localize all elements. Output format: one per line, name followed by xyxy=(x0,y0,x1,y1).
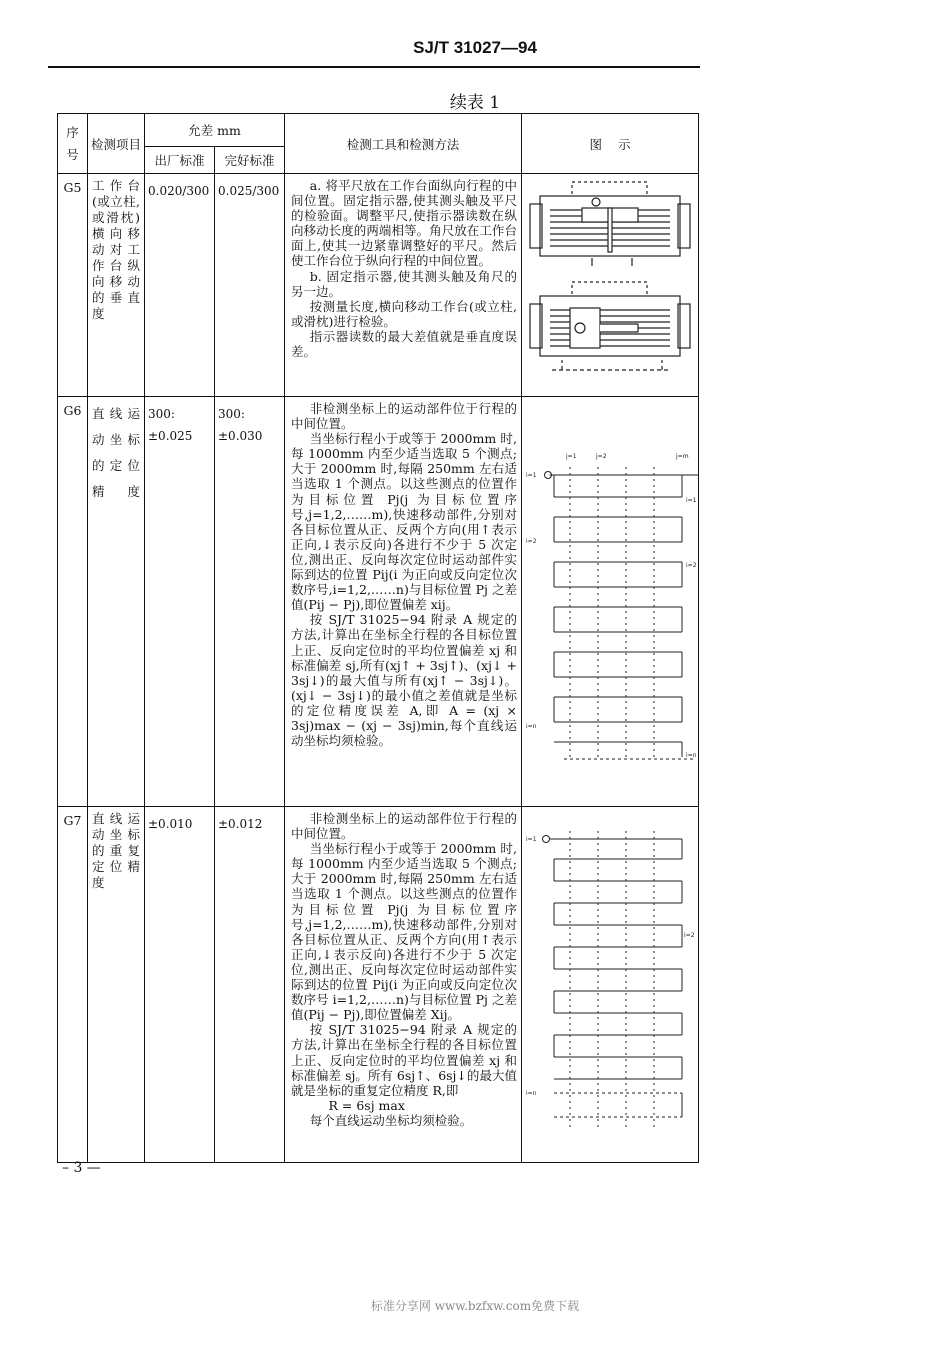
method-paragraph: 非检测坐标上的运动部件位于行程的中间位置。 xyxy=(291,811,517,842)
row-figure xyxy=(522,174,699,397)
row-seq: G6 xyxy=(58,397,88,807)
header-figure: 图 示 xyxy=(522,114,699,174)
label-i1: i=1 xyxy=(526,836,537,843)
inspection-table xyxy=(57,113,699,1163)
method-paragraph: 指示器读数的最大差值就是垂直度误差。 xyxy=(291,328,517,360)
method-paragraph: b. 固定指示器,使其测头触及角尺的另一边。 xyxy=(291,268,517,299)
table-row xyxy=(58,397,699,807)
tolerance-range: 300: xyxy=(218,407,245,421)
tolerance-value: ±0.025 xyxy=(148,429,193,443)
svg-text:i=1: i=1 xyxy=(686,497,697,504)
header-tolerance: 允差 mm xyxy=(145,114,285,147)
label-i2: i=2 xyxy=(684,932,695,939)
method-paragraph: 非检测坐标上的运动部件位于行程的中间位置。 xyxy=(291,401,517,432)
row-factory-tolerance xyxy=(145,397,215,807)
header-seq: 序号 xyxy=(58,114,88,174)
row-seq: G7 xyxy=(58,807,88,1163)
label-in: i=n xyxy=(526,723,537,730)
page-number: – 3 — xyxy=(62,1160,101,1176)
method-paragraph: 按 SJ/T 31025−94 附录 A 规定的方法,计算出在坐标全行程的各目标位置上正、反向定位时的平均位置偏差 xj 和标准偏差 sj。所有 6sj↑、6sj↓的最大值就是坐标的重复定位精度 R,即 xyxy=(291,1022,517,1098)
row-figure xyxy=(522,807,699,1163)
header-rule xyxy=(48,66,700,68)
row-factory-tolerance: 0.020/300 xyxy=(145,174,215,397)
row-item: 直线运动坐标的重复定位精度 xyxy=(88,807,145,1163)
row-method xyxy=(285,397,522,807)
label-jm: j=m xyxy=(676,453,689,460)
tolerance-range: 300: xyxy=(148,407,175,421)
method-paragraph: 按 SJ/T 31025−94 附录 A 规定的方法,计算出在坐标全行程的各目标位置上正、反向定位时的平均位置偏差 xj 和标准偏差 sj,所有(xj↑ + 3sj↑)、(xj↓ + 3sj↓)的最大值与所有(xj↑ − 3sj↓)。(xj↓ − 3sj↓)的最小值之差值就是坐标的定位精度误差 A,即 A = (xj × 3sj)max − (xj − 3sj)min,每个直线运动坐标均须检验。 xyxy=(291,612,517,749)
table-caption: 续表 1 xyxy=(449,93,501,113)
row-item: 工作台(或立柱,或滑枕)横向移动对工作台纵向移动的垂直度 xyxy=(88,174,145,397)
row-factory-tolerance: ±0.010 xyxy=(145,807,215,1163)
method-paragraph: a. 将平尺放在工作台面纵向行程的中间位置。固定指示器,使其测头触及平尺的检验面。调整平尺,使指示器读数在纵向移动长度的两端相等。角尺放在工作台面上,使其一边紧靠调整好的平尺。然后使工作台位于纵向行程的中间位置。 xyxy=(291,178,517,269)
header-good: 完好标准 xyxy=(215,147,285,174)
label-j1: j=1 xyxy=(566,453,577,460)
row-method xyxy=(285,807,522,1163)
label-i2: i=2 xyxy=(526,538,537,545)
method-paragraph: 当坐标行程小于或等于 2000mm 时,每 1000mm 内至少适当选取 5 个测点;大于 2000mm 时,每隔 250mm 左右适当选取 1 个测点。以这些测点的位置作为目标位置 Pj(j 为目标位置序号,j=1,2,……m),快速移动部件,分别对各目标位置从正、反两个方向(用↑表示正向,↓表示反向)各进行不少于 5 次定位,测出正、反向每次定位时运动部件实际到达的位置 Pij(i 为正向或反向定位次数序号 i=1,2,……n)与目标位置 Pj 之差值(Pij − Pj),即位置偏差 Xij。 xyxy=(291,841,517,1023)
method-paragraph: R = 6sj max xyxy=(328,1097,405,1113)
standard-code: SJ/T 31027—94 xyxy=(413,38,537,57)
row-method xyxy=(285,174,522,397)
label-in: i=n xyxy=(526,1090,537,1097)
header-factory: 出厂标准 xyxy=(145,147,215,174)
squareness-figure xyxy=(522,174,698,388)
header-method: 检测工具和检测方法 xyxy=(285,114,522,174)
repeatability-figure xyxy=(522,807,698,1153)
method-paragraph: 按测量长度,横向移动工作台(或立柱,或滑枕)进行检验。 xyxy=(291,298,517,329)
method-paragraph: 每个直线运动坐标均须检验。 xyxy=(309,1112,473,1128)
label-j2: j=2 xyxy=(596,453,607,460)
table-row xyxy=(58,174,699,397)
header-item: 检测项目 xyxy=(88,114,145,174)
table-row xyxy=(58,807,699,1163)
row-figure xyxy=(522,397,699,807)
positioning-figure xyxy=(522,397,698,797)
row-item: 直线运动坐标的定位精度 xyxy=(88,397,145,807)
svg-text:i=2: i=2 xyxy=(686,562,697,569)
method-paragraph: 当坐标行程小于或等于 2000mm 时,每 1000mm 内至少适当选取 5 个测点;大于 2000mm 时,每隔 250mm 左右适当选取 1 个测点。以这些测点的位置作为目标位置 Pj(j 为目标位置序号,j=1,2,……m),快速移动部件,分别对各目标位置从正、反两个方向(用↑表示正向,↓表示反向)各进行不少于 5 次定位,测出正、反向每次定位时运动部件实际到达的位置 Pij(i 为正向或反向定位次数序号,i=1,2,……n)与目标位置 Pj 之差值(Pij − Pj),即位置偏差 xij。 xyxy=(291,431,517,613)
tolerance-value: ±0.030 xyxy=(218,429,263,443)
svg-text:i=n: i=n xyxy=(686,752,697,759)
label-i1: i=1 xyxy=(526,472,537,479)
site-watermark: 标准分享网 www.bzfxw.com免费下载 xyxy=(370,1299,580,1313)
row-good-tolerance: ±0.012 xyxy=(215,807,285,1163)
row-seq: G5 xyxy=(58,174,88,397)
row-good-tolerance: 0.025/300 xyxy=(215,174,285,397)
row-good-tolerance xyxy=(215,397,285,807)
